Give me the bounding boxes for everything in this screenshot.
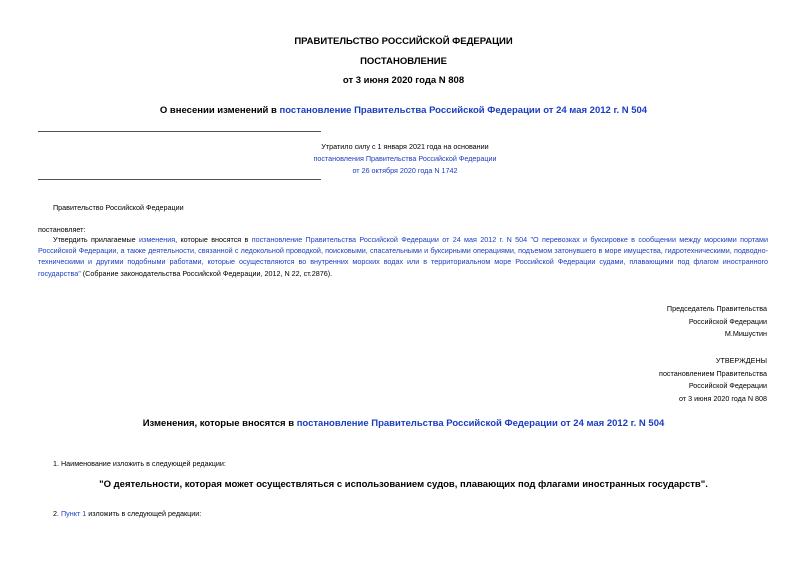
- status-note-line1: Утратило силу с 1 января 2021 года на основании: [321, 142, 489, 151]
- item-2: [53, 508, 201, 520]
- item-2-link[interactable]: Пункт 1: [61, 509, 87, 518]
- divider-bottom: [38, 179, 321, 180]
- approved-line2: постановлением Правительства: [659, 368, 767, 378]
- item-2-prefix: 2.: [53, 509, 61, 518]
- status-note: [305, 141, 505, 177]
- decrees-text: постановляет:: [38, 225, 86, 234]
- title-prefix: О внесении изменений в: [159, 105, 280, 116]
- item-1: 1. Наименование изложить в следующей редакции:: [53, 459, 226, 468]
- changes-title-link[interactable]: постановление Правительства Российской Федерации от 24 мая 2012 г. N 504: [296, 418, 665, 429]
- decree-504-link[interactable]: постановление Правительства Российской Федерации от 24 мая 2012 г. N 504 "О перевозках и буксировке в сообщении между морскими портами Российской Федерации, а также деятельности, связанной с ледокольной проводкой, поисковыми, спасательными и буксирными операциями, подъемом затонувшего в море имущества, гидротехническими, подводно-техническими и другими подобными работами, которые осуществляются во внутренних морских водах или в территориальном море Российской Федерации судами, плавающими под флагом иностранного государства": [38, 235, 768, 278]
- issuer-text: Правительство Российской Федерации: [53, 203, 184, 212]
- approved-line4: от 3 июня 2020 года N 808: [678, 393, 767, 403]
- signature-block: [667, 303, 767, 341]
- approved-block: [659, 355, 767, 405]
- changes-title-prefix: Изменения, которые вносятся в: [142, 418, 297, 429]
- status-note-link-decree[interactable]: постановления Правительства Российской Федерации: [313, 154, 497, 163]
- changes-link[interactable]: изменения: [139, 235, 176, 244]
- signature-line2: Российской Федерации: [688, 316, 767, 326]
- title-link[interactable]: постановление Правительства Российской Федерации от 24 мая 2012 г. N 504: [279, 105, 648, 116]
- approved-line3: Российской Федерации: [688, 381, 767, 390]
- signature-line1: Председатель Правительства: [666, 304, 767, 313]
- p1-text-b: , которые вносятся в: [175, 235, 252, 244]
- status-note-link-date[interactable]: от 26 октября 2020 года N 1742: [352, 166, 458, 175]
- signature-line3: М.Мишустин: [724, 329, 767, 338]
- document-title: [0, 105, 807, 116]
- p1-text-a: Утвердить прилагаемые: [53, 235, 140, 244]
- document-type: ПОСТАНОВЛЕНИЕ: [360, 56, 447, 67]
- document-date-number: от 3 июня 2020 года N 808: [342, 75, 465, 86]
- p1-text-c: (Собрание законодательства Российской Федерации, 2012, N 22, ст.2876).: [80, 268, 333, 278]
- item-1-quote: "О деятельности, которая может осуществляться с использованием судов, плавающих под флагами иностранных государств".: [99, 479, 708, 490]
- document-government: ПРАВИТЕЛЬСТВО РОССИЙСКОЙ ФЕДЕРАЦИИ: [294, 36, 513, 47]
- divider-top: [38, 131, 321, 132]
- item-2-suffix: изложить в следующей редакции:: [86, 509, 202, 518]
- approved-line1: УТВЕРЖДЕНЫ: [715, 356, 767, 365]
- paragraph-approve: [38, 234, 768, 279]
- changes-title: [0, 418, 807, 429]
